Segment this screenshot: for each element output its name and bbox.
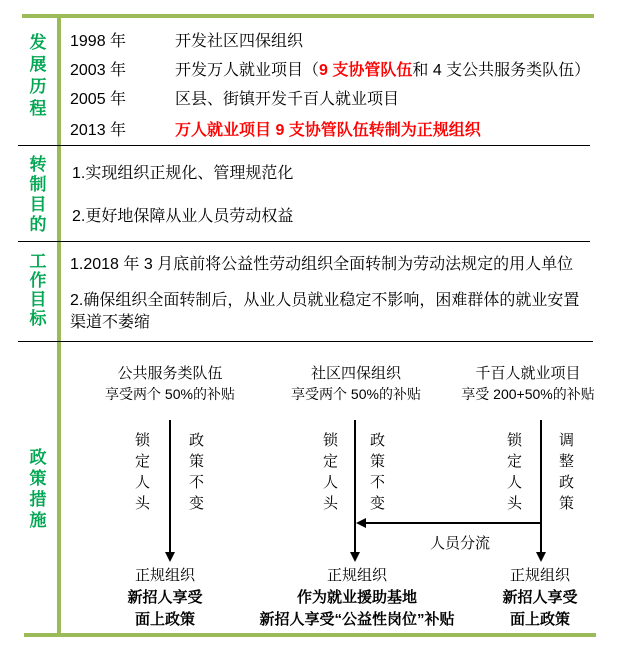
timeline-text-prefix: 开发万人就业项目（: [175, 62, 320, 79]
timeline-text-red: 万人就业项目 9 支协管队伍转制为正规组织: [175, 122, 481, 139]
col3-result-line1: 新招人享受: [502, 589, 578, 606]
timeline-text-suffix: 和 4 支公共服务类队伍）: [412, 62, 591, 79]
col3-down-arrow-icon: [536, 552, 546, 562]
col1-down-arrow-icon: [165, 552, 175, 562]
col1-left-note: 锁定人头: [134, 432, 150, 512]
sidebar-label-goals: 工作目标: [29, 252, 47, 328]
timeline-row-2013: [70, 117, 481, 140]
sidebar-label-purpose: 转制目的: [29, 155, 47, 234]
sidebar-label-development: 发展历程: [29, 33, 47, 118]
col2-result-line2: 新招人享受“公益性岗位”补贴: [259, 611, 455, 628]
col1-result-line2: 面上政策: [134, 611, 195, 628]
timeline-year: 2005 年: [70, 91, 127, 108]
top-border-line: [22, 14, 594, 18]
col3-result-line2: 面上政策: [509, 611, 570, 628]
diversion-arrow-left-icon: [356, 518, 366, 528]
section-separator-2: [18, 241, 590, 242]
col3-result-title: 正规组织: [509, 567, 570, 584]
col3-right-note: 调整政策: [558, 432, 574, 512]
sidebar-label-policy: 政策措施: [29, 448, 47, 530]
col2-result-block: [242, 565, 472, 631]
bottom-border-line: [24, 633, 596, 637]
col2-result-title: 正规组织: [326, 567, 387, 584]
sidebar-divider-line: [57, 14, 61, 637]
goal-item-1: 1.2018 年 3 月底前将公益性劳动组织全面转制为劳动法规定的用人单位: [70, 256, 574, 273]
timeline-text-highlight: 9 支协管队伍: [319, 62, 413, 79]
timeline-row-2003: [70, 57, 590, 80]
col1-result-line1: 新招人享受: [127, 589, 203, 606]
col1-result-title: 正规组织: [134, 567, 195, 584]
col2-down-arrow-line: [354, 420, 356, 552]
timeline-text: 开发社区四保组织: [175, 33, 304, 50]
section-separator-3: [18, 341, 593, 342]
col3-result-block: [440, 565, 626, 631]
timeline-year: 1998 年: [70, 33, 127, 50]
col3-left-note: 锁定人头: [506, 432, 522, 512]
col1-right-note: 政策不变: [188, 432, 204, 512]
policy-col2-title: 社区四保组织: [310, 365, 401, 382]
goal-item-2: 2.确保组织全面转制后，从业人员就业稳定不影响，困难群体的就业安置渠道不萎缩: [70, 292, 580, 331]
policy-col1-title: 公共服务类队伍: [117, 365, 223, 382]
diversion-arrow-line: [366, 522, 541, 524]
policy-col3-title: 千百人就业项目: [475, 365, 581, 382]
policy-col2-subtitle: 享受两个 50%的补贴: [291, 386, 421, 402]
timeline-text: 区县、街镇开发千百人就业项目: [175, 91, 400, 108]
policy-col3-header: [428, 364, 626, 404]
policy-col1-header: [70, 364, 270, 404]
col2-right-note: 政策不变: [369, 432, 385, 512]
col2-left-note: 锁定人头: [322, 432, 338, 512]
col2-down-arrow-icon: [350, 552, 360, 562]
col2-result-line1: 作为就业援助基地: [296, 589, 417, 606]
purpose-item-2: 2.更好地保障从业人员劳动权益: [72, 208, 294, 225]
timeline-row-2005: [70, 86, 399, 109]
timeline-row-1998: [70, 28, 303, 51]
policy-col3-subtitle: 享受 200+50%的补贴: [461, 386, 595, 402]
section-separator-1: [18, 145, 590, 146]
diversion-arrow-label: 人员分流: [429, 535, 490, 552]
policy-col2-header: [256, 364, 456, 404]
col1-result-block: [70, 565, 260, 631]
timeline-year: 2003 年: [70, 62, 127, 79]
policy-col1-subtitle: 享受两个 50%的补贴: [105, 386, 235, 402]
purpose-item-1: 1.实现组织正规化、管理规范化: [72, 165, 294, 182]
timeline-year: 2013 年: [70, 122, 127, 139]
col1-down-arrow-line: [169, 420, 171, 552]
col3-down-arrow-line: [540, 420, 542, 552]
